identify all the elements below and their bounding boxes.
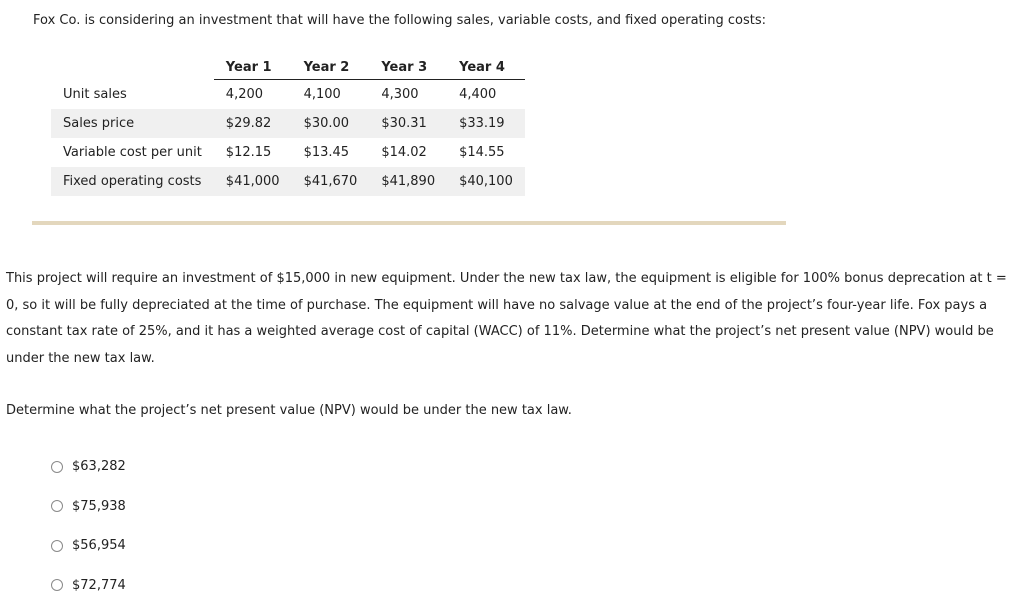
answer-option-label: $72,774 xyxy=(72,577,126,593)
answer-option-label: $63,282 xyxy=(72,459,126,475)
table-row-fixed-costs xyxy=(51,167,525,196)
row-label: Unit sales xyxy=(63,86,127,102)
cell-value: $41,000 xyxy=(214,167,292,196)
header-year-1: Year 1 xyxy=(214,55,292,80)
row-label: Sales price xyxy=(51,109,214,138)
answer-option-label: $75,938 xyxy=(72,498,126,514)
row-label: Fixed operating costs xyxy=(51,167,214,196)
cell-value: 4,300 xyxy=(381,87,419,102)
cell-value: $14.02 xyxy=(381,145,427,160)
cost-table xyxy=(51,55,525,196)
header-year-4: Year 4 xyxy=(447,55,525,80)
table-row-sales-price xyxy=(51,109,525,138)
radio-button[interactable] xyxy=(51,540,63,552)
answer-option[interactable] xyxy=(51,526,126,566)
answer-option[interactable] xyxy=(51,487,126,527)
cell-value: 4,100 xyxy=(303,87,341,102)
cell-value: $33.19 xyxy=(447,109,525,138)
table-row-variable-cost xyxy=(51,138,525,167)
problem-intro: Fox Co. is considering an investment that will have the following sales, variable costs, and fixed operating costs: xyxy=(33,13,767,28)
answer-options xyxy=(51,447,126,605)
question-prompt: Determine what the project’s net present value (NPV) would be under the new tax law. xyxy=(6,403,572,418)
radio-button[interactable] xyxy=(51,461,63,473)
header-year-3: Year 3 xyxy=(369,55,447,80)
answer-option-label: $56,954 xyxy=(72,538,126,554)
radio-button[interactable] xyxy=(51,579,63,591)
cell-value: $41,670 xyxy=(292,167,370,196)
answer-option[interactable] xyxy=(51,566,126,605)
problem-paragraph: This project will require an investment of $15,000 in new equipment. Under the new tax law, the equipment is eligible for 100% bonus deprecation at t = 0, so it will be fully depreciated at the time of purchase. The equipment will have no salvage value at the end of the project’s four-year life. Fox pays a constant tax rate of 25%, and it has a weighted average cost of capital (WACC) of 11%. Determine what the project’s net present value (NPV) would be under the new tax law. xyxy=(6,271,1007,366)
cell-value: $12.15 xyxy=(225,145,272,160)
cell-value: $41,890 xyxy=(369,167,447,196)
cell-value: 4,200 xyxy=(225,87,264,102)
header-year-2: Year 2 xyxy=(292,55,370,80)
cell-value: $29.82 xyxy=(214,109,292,138)
cell-value: $30.00 xyxy=(292,109,370,138)
header-blank-cell xyxy=(51,55,214,80)
section-divider xyxy=(32,221,786,225)
row-label: Variable cost per unit xyxy=(63,145,202,160)
cell-value: $13.45 xyxy=(303,145,350,160)
cell-value: $40,100 xyxy=(447,167,525,196)
cell-value: $14.55 xyxy=(459,145,505,160)
radio-button[interactable] xyxy=(51,500,63,512)
cell-value: $30.31 xyxy=(369,109,447,138)
cell-value: 4,400 xyxy=(459,87,497,102)
answer-option[interactable] xyxy=(51,447,126,487)
table-row-unit-sales xyxy=(51,80,525,110)
table-header-row xyxy=(51,55,525,80)
